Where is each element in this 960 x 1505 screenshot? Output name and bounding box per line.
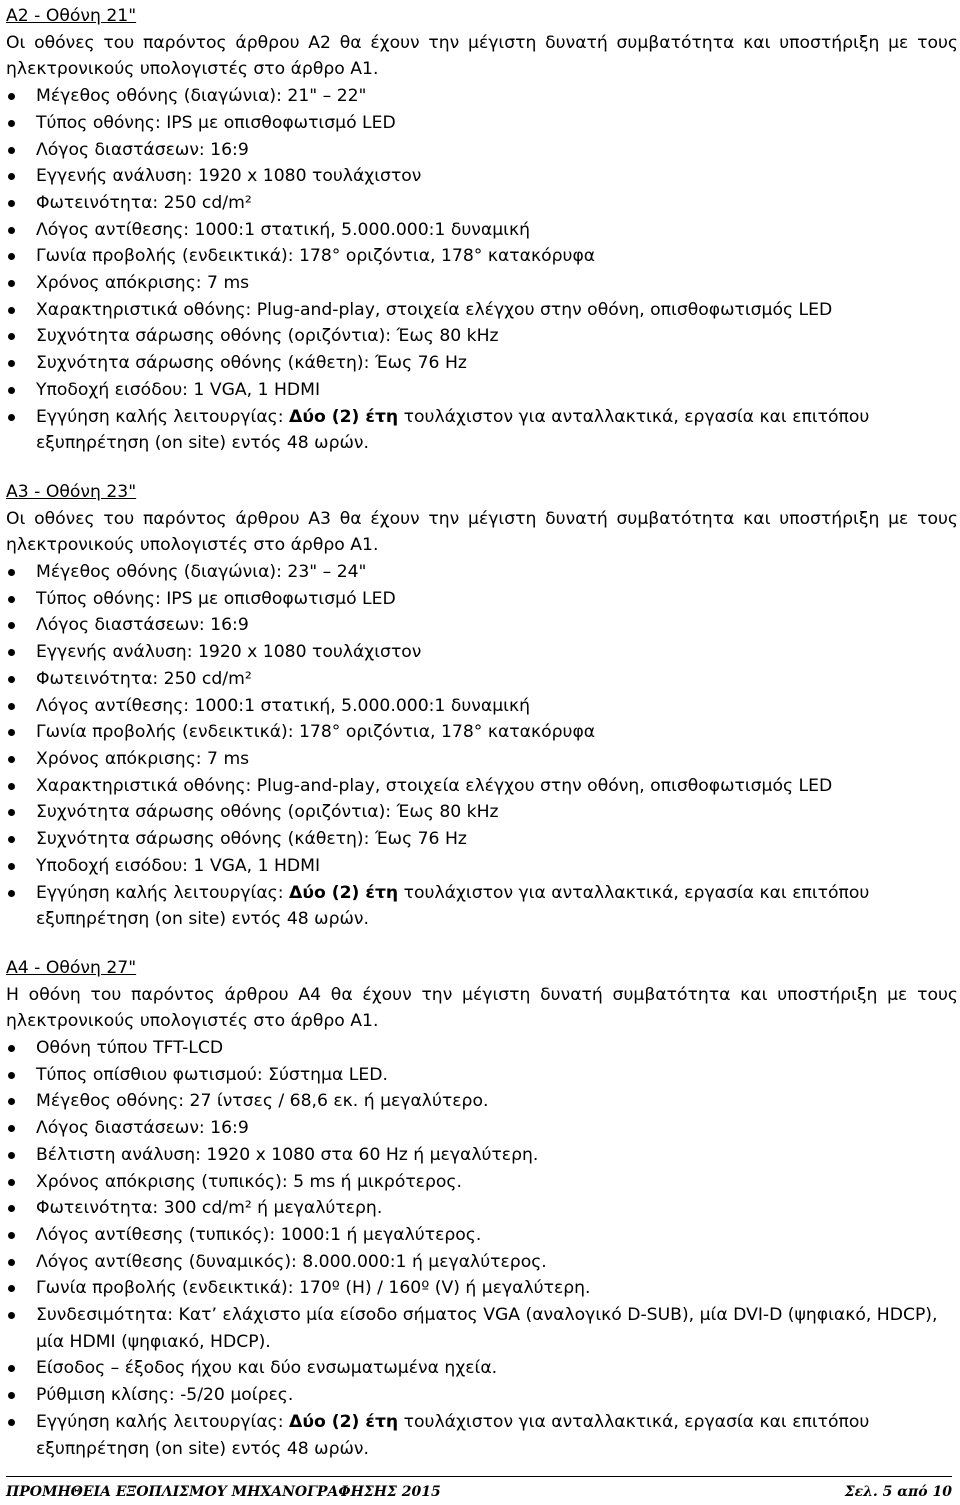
bullet-icon	[8, 1072, 15, 1079]
spec-list	[6, 83, 958, 457]
warranty-suffix: τουλάχιστον για ανταλλακτικά, εργασία και επιτόπου εξυπηρέτηση (on site) εντός 48 ωρών.	[36, 882, 870, 930]
bullet-icon	[8, 1152, 15, 1159]
section-intro: Οι οθόνες του παρόντος άρθρου Α2 θα έχουν την μέγιστη δυνατή συμβατότητα και υποστήριξη με τους ηλεκτρονικούς υπολογιστές στο άρθρο Α1.	[6, 32, 958, 80]
spec-item	[6, 190, 958, 217]
spec-item-text: Λόγος αντίθεσης: 1000:1 στατική, 5.000.000:1 δυναμική	[36, 695, 530, 716]
spec-item-text: Βέλτιστη ανάλυση: 1920 x 1080 στα 60 Hz ή μεγαλύτερη.	[36, 1144, 539, 1165]
spec-item-text: Συχνότητα σάρωσης οθόνης (οριζόντια): Έως 80 kHz	[36, 802, 499, 823]
spec-item	[6, 666, 958, 693]
bullet-icon	[8, 1392, 15, 1399]
section-heading: Α4 - Οθόνη 27"	[6, 957, 137, 978]
section-heading: Α2 - Οθόνη 21"	[6, 6, 137, 26]
spec-item-text: Χρόνος απόκρισης: 7 ms	[36, 748, 250, 769]
spec-item-text: Λόγος αντίθεσης: 1000:1 στατική, 5.000.000:1 δυναμική	[36, 219, 530, 240]
spec-item	[6, 1142, 958, 1169]
spec-item	[6, 612, 958, 639]
bullet-icon	[8, 596, 15, 603]
spec-item-text: Γωνία προβολής (ενδεικτικά): 170º (H) / 160º (V) ή μεγαλύτερη.	[36, 1278, 591, 1299]
bullet-icon	[8, 890, 15, 897]
spec-item-text: Τύπος οπίσθιου φωτισμού: Σύστημα LED.	[36, 1064, 388, 1085]
warranty-item	[6, 1409, 958, 1462]
bullet-icon	[8, 569, 15, 576]
bullet-icon	[8, 333, 15, 340]
spec-item	[6, 243, 958, 270]
spec-item-text: Υποδοχή εισόδου: 1 VGA, 1 HDMI	[36, 855, 321, 876]
spec-item	[6, 586, 958, 613]
spec-item	[6, 799, 958, 826]
warranty-prefix: Εγγύηση καλής λειτουργίας:	[36, 882, 290, 903]
bullet-icon	[8, 1285, 15, 1292]
page-footer	[6, 1476, 952, 1501]
spec-item-text: Μέγεθος οθόνης (διαγώνια): 21" – 22"	[36, 86, 367, 107]
bullet-icon	[8, 703, 15, 710]
spec-item-text: Εγγενής ανάλυση: 1920 x 1080 τουλάχιστον	[36, 642, 422, 663]
bullet-icon	[8, 1125, 15, 1132]
spec-item	[6, 163, 958, 190]
spec-item-text: Γωνία προβολής (ενδεικτικά): 178° οριζόντια, 178° κατακόρυφα	[36, 722, 596, 743]
spec-item-text: Φωτεινότητα: 300 cd/m² ή μεγαλύτερη.	[36, 1198, 383, 1219]
spec-item-text: Γωνία προβολής (ενδεικτικά): 178° οριζόντια, 178° κατακόρυφα	[36, 246, 596, 267]
bullet-icon	[8, 783, 15, 790]
spec-item-text: Συνδεσιμότητα: Κατ’ ελάχιστο μία είσοδο σήματος VGA (αναλογικό D-SUB), μία DVI-D (ψηφιακό, HDCP), μία HDMI (ψηφιακό, HDCP).	[36, 1305, 938, 1352]
spec-item-text: Χρόνος απόκρισης (τυπικός): 5 ms ή μικρότερος.	[36, 1171, 462, 1192]
spec-item	[6, 1355, 958, 1382]
bullet-icon	[8, 1179, 15, 1186]
spec-item-text: Λόγος διαστάσεων: 16:9	[36, 615, 249, 636]
spec-item	[6, 1035, 958, 1062]
warranty-item	[6, 404, 958, 457]
page-number: Σελ. 5 από 10	[844, 1484, 952, 1500]
bullet-icon	[8, 756, 15, 763]
spec-item-text: Χαρακτηριστικά οθόνης: Plug-and-play, στοιχεία ελέγχου στην οθόνη, οπισθοφωτισμός LED	[36, 299, 833, 320]
bullet-icon	[8, 200, 15, 207]
spec-item-text: Συχνότητα σάρωσης οθόνης (οριζόντια): Έως 80 kHz	[36, 326, 499, 347]
spec-item	[6, 693, 958, 720]
spec-item	[6, 1249, 958, 1276]
spec-item	[6, 1302, 958, 1355]
spec-list	[6, 559, 958, 933]
bullet-icon	[8, 227, 15, 234]
spec-item-text: Λόγος διαστάσεων: 16:9	[36, 1118, 249, 1139]
spec-item	[6, 1275, 958, 1302]
spec-item-text: Συχνότητα σάρωσης οθόνης (κάθετη): Έως 76 Hz	[36, 353, 467, 374]
spec-item	[6, 773, 958, 800]
spec-item	[6, 350, 958, 377]
spec-item-text: Λόγος διαστάσεων: 16:9	[36, 139, 249, 160]
spec-item	[6, 1195, 958, 1222]
spec-item	[6, 270, 958, 297]
spec-item	[6, 1088, 958, 1115]
spec-item	[6, 1115, 958, 1142]
spec-item	[6, 1222, 958, 1249]
bullet-icon	[8, 1232, 15, 1239]
spec-item	[6, 639, 958, 666]
bullet-icon	[8, 173, 15, 180]
spec-item-text: Λόγος αντίθεσης (δυναμικός): 8.000.000:1 ή μεγαλύτερος.	[36, 1251, 547, 1272]
section-heading: Α3 - Οθόνη 23"	[6, 481, 137, 502]
bullet-icon	[8, 1045, 15, 1052]
bullet-icon	[8, 120, 15, 127]
warranty-suffix: τουλάχιστον για ανταλλακτικά, εργασία και επιτόπου εξυπηρέτηση (on site) εντός 48 ωρών.	[36, 1411, 870, 1459]
spec-item-text: Χαρακτηριστικά οθόνης: Plug-and-play, στοιχεία ελέγχου στην οθόνη, οπισθοφωτισμός LED	[36, 775, 833, 796]
bullet-icon	[8, 676, 15, 683]
bullet-icon	[8, 280, 15, 287]
bullet-icon	[8, 863, 15, 870]
section-a2	[6, 0, 958, 457]
section-a4	[6, 955, 958, 1462]
spec-item-text: Εγγενής ανάλυση: 1920 x 1080 τουλάχιστον	[36, 166, 422, 187]
spec-item-text: Τύπος οθόνης: IPS με οπισθοφωτισμό LED	[36, 588, 396, 609]
spec-item	[6, 1382, 958, 1409]
footer-title: ΠΡΟΜΗΘΕΙΑ ΕΞΟΠΛΙΣΜΟΥ ΜΗΧΑΝΟΓΡΑΦΗΣΗΣ 2015	[6, 1484, 441, 1500]
warranty-prefix: Εγγύηση καλής λειτουργίας:	[36, 1411, 290, 1432]
spec-item	[6, 853, 958, 880]
spec-item	[6, 377, 958, 404]
bullet-icon	[8, 1312, 15, 1319]
warranty-duration: Δύο (2) έτη	[289, 406, 399, 427]
spec-item	[6, 323, 958, 350]
spec-item	[6, 746, 958, 773]
spec-list	[6, 1035, 958, 1462]
bullet-icon	[8, 93, 15, 100]
spec-item-text: Μέγεθος οθόνης (διαγώνια): 23" – 24"	[36, 562, 367, 583]
spec-item-text: Συχνότητα σάρωσης οθόνης (κάθετη): Έως 76 Hz	[36, 829, 467, 850]
bullet-icon	[8, 1205, 15, 1212]
warranty-prefix: Εγγύηση καλής λειτουργίας:	[36, 406, 290, 427]
spec-item-text: Ρύθμιση κλίσης: -5/20 μοίρες.	[36, 1385, 294, 1406]
spec-item-text: Λόγος αντίθεσης (τυπικός): 1000:1 ή μεγαλύτερος.	[36, 1224, 482, 1245]
spec-item	[6, 297, 958, 324]
bullet-icon	[8, 1419, 15, 1426]
bullet-icon	[8, 1365, 15, 1372]
section-a3	[6, 479, 958, 933]
bullet-icon	[8, 836, 15, 843]
spec-item-text: Οθόνη τύπου TFT-LCD	[36, 1038, 224, 1059]
spec-item-text: Μέγεθος οθόνης: 27 ίντσες / 68,6 εκ. ή μεγαλύτερο.	[36, 1091, 489, 1112]
bullet-icon	[8, 387, 15, 394]
spec-item-text: Χρόνος απόκρισης: 7 ms	[36, 273, 250, 294]
spec-item	[6, 559, 958, 586]
bullet-icon	[8, 649, 15, 656]
document-page	[6, 0, 958, 1462]
spec-item-text: Είσοδος – έξοδος ήχου και δύο ενσωματωμένα ηχεία.	[36, 1358, 498, 1379]
spec-item	[6, 137, 958, 164]
spec-item-text: Υποδοχή εισόδου: 1 VGA, 1 HDMI	[36, 379, 321, 400]
bullet-icon	[8, 622, 15, 629]
bullet-icon	[8, 253, 15, 260]
section-intro: Οι οθόνες του παρόντος άρθρου Α3 θα έχουν την μέγιστη δυνατή συμβατότητα και υποστήριξη με τους ηλεκτρονικούς υπολογιστές στο άρθρο Α1.	[6, 508, 958, 556]
spec-item	[6, 83, 958, 110]
spec-item	[6, 719, 958, 746]
warranty-item	[6, 880, 958, 933]
warranty-suffix: τουλάχιστον για ανταλλακτικά, εργασία και επιτόπου εξυπηρέτηση (on site) εντός 48 ωρών.	[36, 406, 870, 454]
section-intro: Η οθόνη του παρόντος άρθρου Α4 θα έχουν την μέγιστη δυνατή συμβατότητα και υποστήριξη με τους ηλεκτρονικούς υπολογιστές στο άρθρο Α1.	[6, 984, 958, 1032]
spec-item	[6, 217, 958, 244]
spec-item	[6, 1169, 958, 1196]
bullet-icon	[8, 1098, 15, 1105]
bullet-icon	[8, 147, 15, 154]
bullet-icon	[8, 307, 15, 314]
spec-item-text: Τύπος οθόνης: IPS με οπισθοφωτισμό LED	[36, 112, 396, 133]
bullet-icon	[8, 729, 15, 736]
spec-item-text: Φωτεινότητα: 250 cd/m²	[36, 668, 252, 689]
spec-item-text: Φωτεινότητα: 250 cd/m²	[36, 192, 252, 213]
spec-item	[6, 110, 958, 137]
spec-item	[6, 826, 958, 853]
warranty-duration: Δύο (2) έτη	[289, 882, 399, 903]
spec-item	[6, 1062, 958, 1089]
bullet-icon	[8, 360, 15, 367]
bullet-icon	[8, 1259, 15, 1266]
bullet-icon	[8, 414, 15, 421]
bullet-icon	[8, 809, 15, 816]
warranty-duration: Δύο (2) έτη	[289, 1411, 399, 1432]
